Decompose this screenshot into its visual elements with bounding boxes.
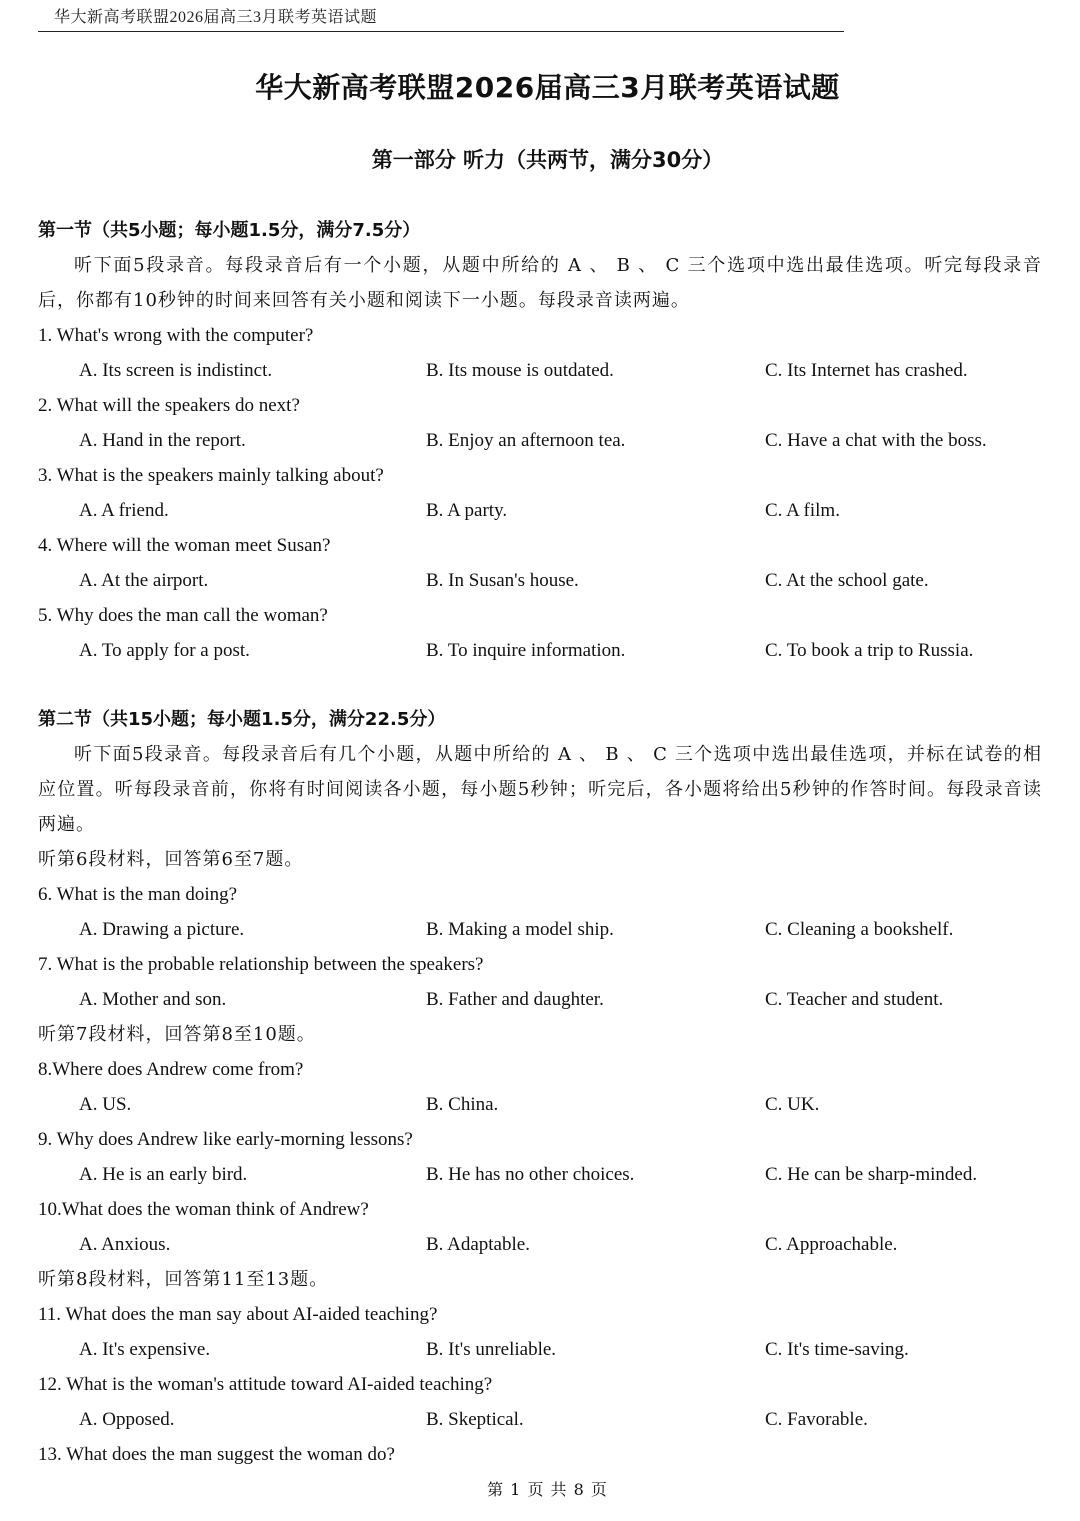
section-2-instructions: 听下面5段录音。每段录音后有几个小题，从题中所给的 A 、 B 、 C 三个选项中选出最佳选项，并标在试卷的相应位置。听每段录音前，你将有时间阅读各小题，每小题5秒钟；听完后，各小题将给出5秒钟的作答时间。每段录音读两遍。 [38, 744, 1042, 835]
question-stem: 9. Why does Andrew like early-morning lessons? [38, 1129, 413, 1150]
question-options [38, 423, 1042, 458]
question-10 [38, 1192, 1042, 1262]
question-options [38, 1087, 1042, 1122]
question-options [38, 982, 1042, 1017]
question-stem: 7. What is the probable relationship between the speakers? [38, 954, 484, 975]
question-stem: 5. Why does the man call the woman? [38, 605, 328, 626]
question-8 [38, 1052, 1042, 1122]
option-a: A. He is an early bird. [79, 1164, 248, 1185]
question-stem: 8.Where does Andrew come from? [38, 1059, 304, 1080]
question-4 [38, 528, 1042, 598]
question-stem: 13. What does the man suggest the woman do? [38, 1444, 395, 1465]
question-options [38, 493, 1042, 528]
option-c: C. He can be sharp-minded. [765, 1164, 978, 1185]
question-11 [38, 1297, 1042, 1367]
option-b: B. Adaptable. [426, 1234, 530, 1255]
question-stem: 10.What does the woman think of Andrew? [38, 1199, 369, 1220]
question-stem: 2. What will the speakers do next? [38, 395, 300, 416]
option-a: A. At the airport. [79, 570, 209, 591]
question-options [38, 563, 1042, 598]
material-7-note: 听第7段材料，回答第8至10题。 [38, 1024, 316, 1045]
option-c: C. A film. [765, 500, 840, 521]
part-title: 第一部分 听力（共两节，满分30分） [371, 148, 724, 172]
material-6-note: 听第6段材料，回答第6至7题。 [38, 849, 304, 870]
question-options [38, 353, 1042, 388]
question-stem: 4. Where will the woman meet Susan? [38, 535, 331, 556]
question-options [38, 1332, 1042, 1367]
option-a: A. A friend. [79, 500, 169, 521]
option-a: A. Drawing a picture. [79, 919, 245, 940]
option-c: C. It's time-saving. [765, 1339, 909, 1360]
question-options [38, 1402, 1042, 1437]
option-c: C. To book a trip to Russia. [765, 640, 974, 661]
question-12 [38, 1367, 1042, 1437]
option-b: B. It's unreliable. [426, 1339, 557, 1360]
option-b: B. Skeptical. [426, 1409, 524, 1430]
option-c: C. Approachable. [765, 1234, 898, 1255]
section-2-title: 第二节（共15小题；每小题1.5分，满分22.5分） [38, 709, 446, 730]
question-stem: 3. What is the speakers mainly talking about? [38, 465, 384, 486]
option-b: B. To inquire information. [426, 640, 626, 661]
option-c: C. Cleaning a bookshelf. [765, 919, 954, 940]
question-9 [38, 1122, 1042, 1192]
option-a: A. Anxious. [79, 1234, 171, 1255]
material-8-note: 听第8段材料，回答第11至13题。 [38, 1269, 329, 1290]
option-a: A. Mother and son. [79, 989, 227, 1010]
option-a: A. Its screen is indistinct. [79, 360, 273, 381]
question-13 [38, 1437, 1042, 1472]
question-options [38, 1157, 1042, 1192]
question-6 [38, 877, 1042, 947]
option-b: B. Its mouse is outdated. [426, 360, 614, 381]
question-7 [38, 947, 1042, 1017]
question-options [38, 633, 1042, 668]
section-1-instructions: 听下面5段录音。每段录音后有一个小题，从题中所给的 A 、 B 、 C 三个选项中选出最佳选项。听完每段录音后，你都有10秒钟的时间来回答有关小题和阅读下一小题。每段录音读两遍。 [38, 255, 1042, 311]
option-b: B. He has no other choices. [426, 1164, 635, 1185]
question-options [38, 1227, 1042, 1262]
option-a: A. Hand in the report. [79, 430, 246, 451]
question-stem: 1. What's wrong with the computer? [38, 325, 314, 346]
option-b: B. Father and daughter. [426, 989, 604, 1010]
question-5 [38, 598, 1042, 668]
option-a: A. Opposed. [79, 1409, 175, 1430]
question-stem: 11. What does the man say about AI-aided teaching? [38, 1304, 438, 1325]
option-b: B. Making a model ship. [426, 919, 614, 940]
page-title: 华大新高考联盟2026届高三3月联考英语试题 [255, 71, 840, 104]
option-b: B. Enjoy an afternoon tea. [426, 430, 626, 451]
running-header: 华大新高考联盟2026届高三3月联考英语试题 [38, 8, 844, 32]
question-2 [38, 388, 1042, 458]
option-c: C. Favorable. [765, 1409, 868, 1430]
section-gap [38, 668, 1042, 702]
option-c: C. At the school gate. [765, 570, 929, 591]
option-c: C. Its Internet has crashed. [765, 360, 968, 381]
exam-content [38, 213, 1042, 1472]
option-c: C. UK. [765, 1094, 820, 1115]
question-stem: 6. What is the man doing? [38, 884, 238, 905]
option-a: A. To apply for a post. [79, 640, 250, 661]
option-c: C. Teacher and student. [765, 989, 944, 1010]
question-1 [38, 318, 1042, 388]
option-a: A. It's expensive. [79, 1339, 211, 1360]
question-options [38, 912, 1042, 947]
page-number: 第 1 页 共 8 页 [487, 1480, 608, 1499]
question-3 [38, 458, 1042, 528]
section-1-title: 第一节（共5小题；每小题1.5分，满分7.5分） [38, 220, 421, 241]
option-b: B. In Susan's house. [426, 570, 579, 591]
option-b: B. China. [426, 1094, 499, 1115]
option-b: B. A party. [426, 500, 508, 521]
option-a: A. US. [79, 1094, 132, 1115]
option-c: C. Have a chat with the boss. [765, 430, 987, 451]
question-stem: 12. What is the woman's attitude toward AI-aided teaching? [38, 1374, 493, 1395]
